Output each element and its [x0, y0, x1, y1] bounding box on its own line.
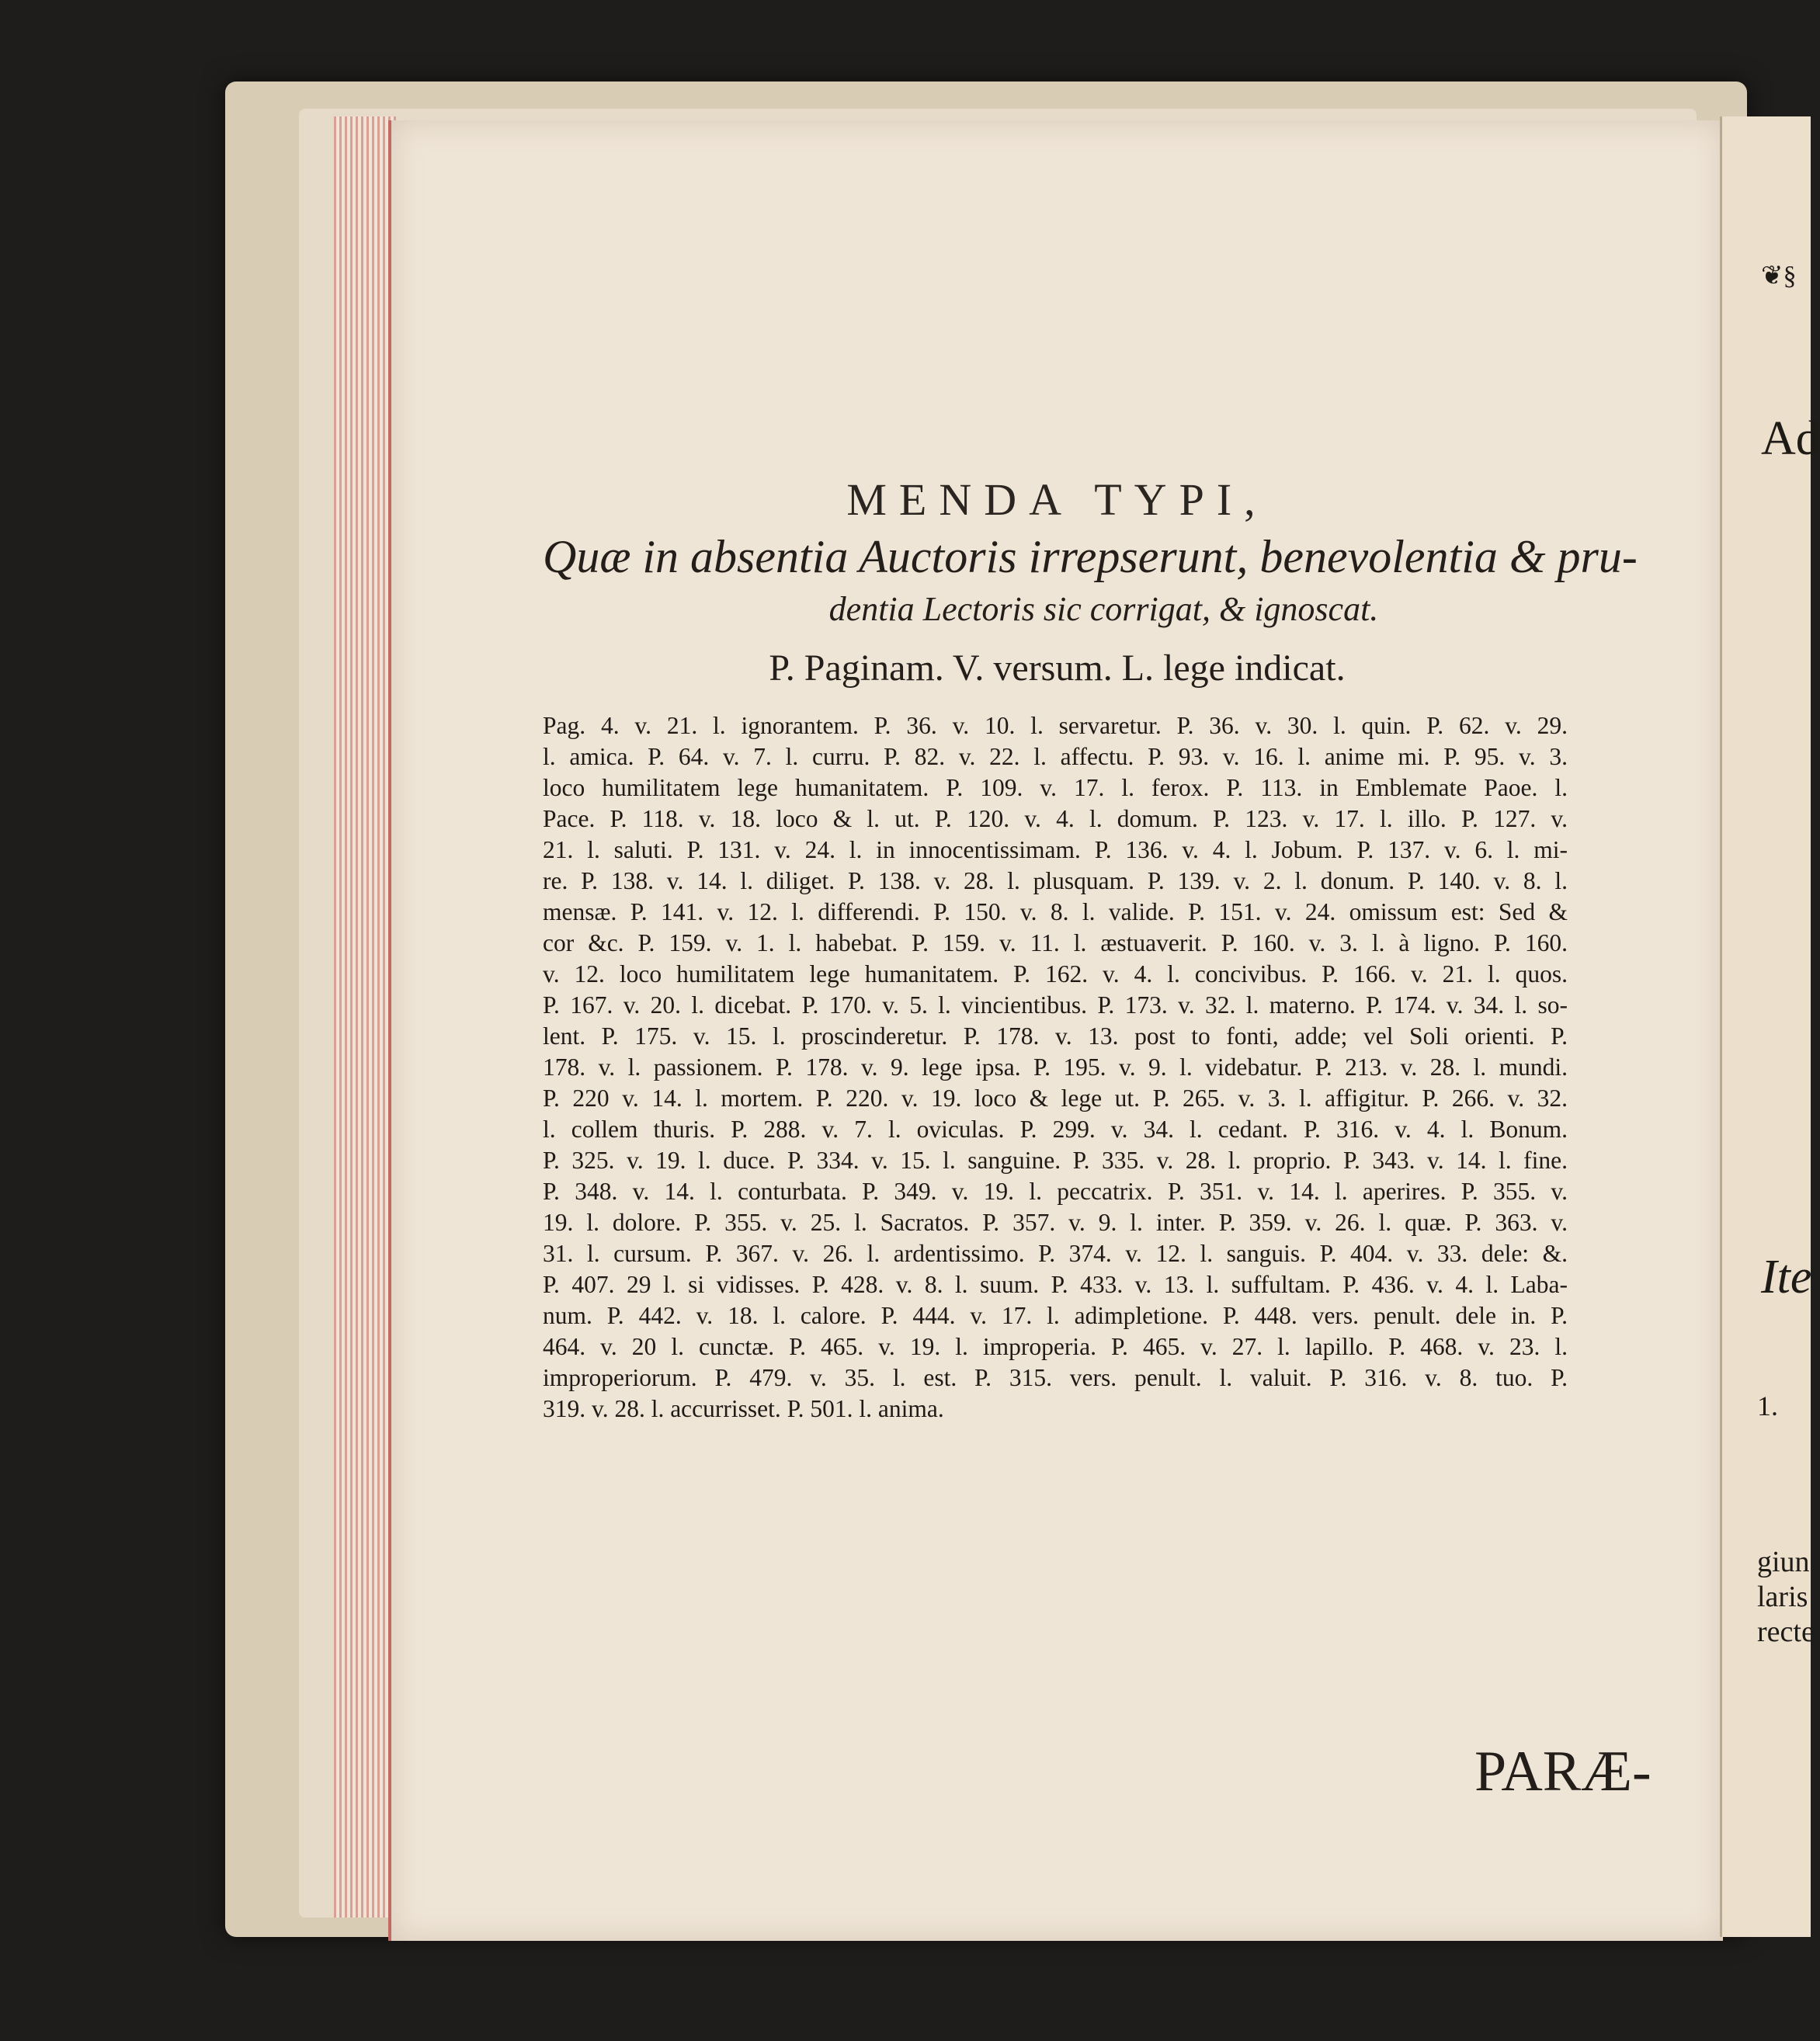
book-page	[388, 120, 1723, 1941]
catchword: PARÆ-	[1474, 1740, 1652, 1803]
errata-line: improperiorum. P. 479. v. 35. l. est. P. 315. vers. penult. l. valuit. P. 316. v. 8. tuo. P.	[543, 1364, 1568, 1391]
errata-line: l. collem thuris. P. 288. v. 7. l. oviculas. P. 299. v. 34. l. cedant. P. 316. v. 4. l. Bonum.	[543, 1116, 1568, 1143]
errata-line: loco humilitatem lege humanitatem. P. 109. v. 17. l. ferox. P. 113. in Emblemate Paoe. l.	[543, 774, 1568, 801]
errata-line: l. amica. P. 64. v. 7. l. curru. P. 82. v. 22. l. affectu. P. 93. v. 16. l. anime mi. P. 95. v. 3.	[543, 743, 1568, 770]
errata-line: cor &c. P. 159. v. 1. l. habebat. P. 159. v. 11. l. æstuaverit. P. 160. v. 3. l. à ligno. P. 160.	[543, 929, 1568, 956]
errata-line: 31. l. cursum. P. 367. v. 26. l. ardentissimo. P. 374. v. 12. l. sanguis. P. 404. v. 33. dele: &.	[543, 1240, 1568, 1267]
facing-page	[1720, 116, 1820, 1937]
errata-line: Pace. P. 118. v. 18. loco & l. ut. P. 120. v. 4. l. domum. P. 123. v. 17. l. illo. P. 127. v.	[543, 805, 1568, 832]
errata-line: re. P. 138. v. 14. l. diliget. P. 138. v. 28. l. plusquam. P. 139. v. 2. l. donum. P. 140. v. 8. l.	[543, 867, 1568, 894]
errata-line: P. 167. v. 20. l. dicebat. P. 170. v. 5. l. vincientibus. P. 173. v. 32. l. materno. P. 174. v. 34. l. so-	[543, 991, 1568, 1019]
errata-line: num. P. 442. v. 18. l. calore. P. 444. v. 17. l. adimpletione. P. 448. vers. penult. dele in. P.	[543, 1302, 1568, 1329]
errata-line: 319. v. 28. l. accurrisset. P. 501. l. anima.	[543, 1395, 944, 1422]
ornament: ❦§	[1761, 262, 1797, 290]
facing-word: Ad	[1761, 412, 1820, 465]
errata-line: 19. l. dolore. P. 355. v. 25. l. Sacratos. P. 357. v. 9. l. inter. P. 359. v. 26. l. quæ. P. 363. v.	[543, 1209, 1568, 1236]
errata-line: 178. v. l. passionem. P. 178. v. 9. lege ipsa. P. 195. v. 9. l. videbatur. P. 213. v. 28. l. mundi.	[543, 1053, 1568, 1081]
facing-fragment: laris	[1757, 1581, 1808, 1613]
errata-line: 21. l. saluti. P. 131. v. 24. l. in innocentissimam. P. 136. v. 4. l. Jobum. P. 137. v. 6. l. mi-	[543, 836, 1568, 863]
errata-line: P. 348. v. 14. l. conturbata. P. 349. v. 19. l. peccatrix. P. 351. v. 14. l. aperires. P. 355. v.	[543, 1178, 1568, 1205]
facing-fragment: recte	[1757, 1616, 1815, 1648]
page-title: MENDA TYPI,	[846, 474, 1268, 525]
facing-numeral: 1.	[1757, 1390, 1778, 1421]
errata-line: P. 407. 29 l. si vidisses. P. 428. v. 8. l. suum. P. 433. v. 13. l. suffultam. P. 436. v. 4. l. Laba-	[543, 1271, 1568, 1298]
errata-line: 464. v. 20 l. cunctæ. P. 465. v. 19. l. improperia. P. 465. v. 27. l. lapillo. P. 468. v. 23. l.	[543, 1333, 1568, 1360]
facing-word: Ite	[1761, 1251, 1812, 1303]
errata-line: P. 325. v. 19. l. duce. P. 334. v. 15. l. sanguine. P. 335. v. 28. l. proprio. P. 343. v. 14. l. fine.	[543, 1147, 1568, 1174]
errata-line: P. 220 v. 14. l. mortem. P. 220. v. 19. loco & lege ut. P. 265. v. 3. l. affigitur. P. 266. v. 32.	[543, 1085, 1568, 1112]
red-page-edges	[334, 116, 396, 1918]
subtitle-line-1: Quæ in absentia Auctoris irrepserunt, benevolentia & pru-	[543, 531, 1638, 582]
abbreviation-key: P. Paginam. V. versum. L. lege indicat.	[769, 647, 1346, 689]
facing-fragment: giun	[1757, 1546, 1810, 1578]
errata-line: v. 12. loco humilitatem lege humanitatem. P. 162. v. 4. l. concivibus. P. 166. v. 21. l. quos.	[543, 960, 1568, 988]
subtitle-line-2: dentia Lectoris sic corrigat, & ignoscat.	[828, 590, 1379, 628]
errata-list	[543, 710, 1568, 1425]
errata-line: Pag. 4. v. 21. l. ignorantem. P. 36. v. 10. l. servaretur. P. 36. v. 30. l. quin. P. 62. v. 29.	[543, 712, 1568, 739]
errata-line: mensæ. P. 141. v. 12. l. differendi. P. 150. v. 8. l. valide. P. 151. v. 24. omissum est: Sed &	[543, 898, 1568, 925]
errata-line: lent. P. 175. v. 15. l. proscinderetur. P. 178. v. 13. post to fonti, adde; vel Soli orienti. P.	[543, 1022, 1568, 1050]
